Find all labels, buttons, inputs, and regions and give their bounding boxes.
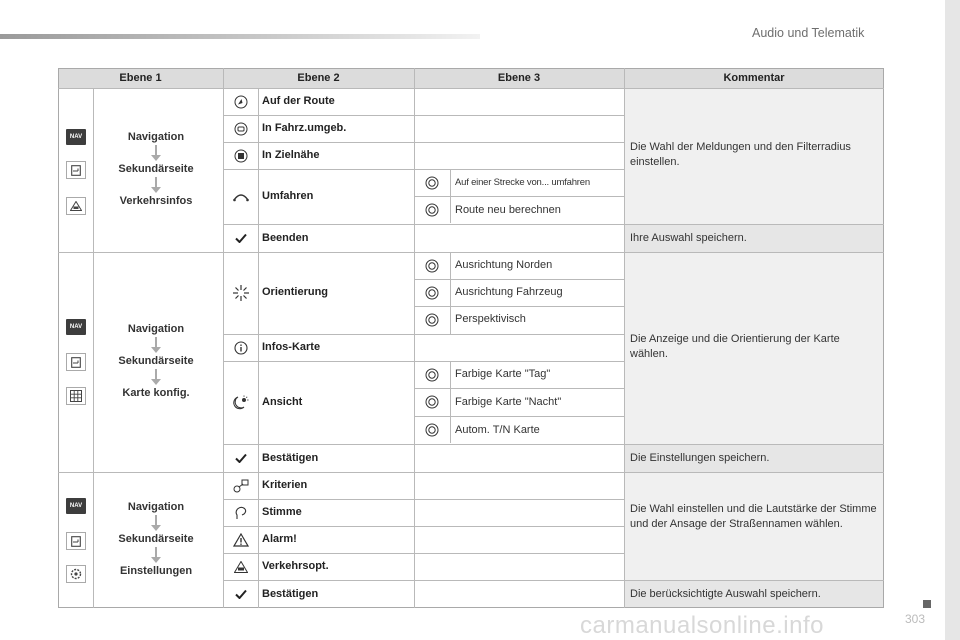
path-level-3: Karte konfig. bbox=[122, 387, 190, 399]
path-level-1: Navigation bbox=[127, 131, 185, 143]
menu-table bbox=[58, 68, 884, 608]
nav-button-icon: NAV bbox=[66, 498, 86, 514]
path-level-2: Sekundärseite bbox=[118, 355, 194, 367]
radio-icon bbox=[414, 169, 450, 196]
level3-label: Autom. T/N Karte bbox=[455, 424, 540, 436]
vline bbox=[258, 88, 259, 608]
detour-icon bbox=[224, 169, 258, 224]
comment-text: Die berücksichtigte Auswahl speichern. bbox=[630, 588, 821, 600]
traffic-icon bbox=[66, 197, 86, 215]
path-arrow bbox=[96, 145, 216, 161]
level2-label: Umfahren bbox=[262, 190, 314, 202]
hline bbox=[223, 224, 884, 225]
page-number: 303 bbox=[905, 612, 926, 626]
section-title: Audio und Telematik bbox=[752, 26, 865, 40]
menu-path bbox=[96, 499, 216, 579]
hline bbox=[58, 252, 884, 253]
level2-label: Verkehrsopt. bbox=[262, 560, 329, 572]
level2-label: Infos-Karte bbox=[262, 341, 321, 353]
top-gradient-bar bbox=[0, 34, 480, 39]
nav-button-icon: NAV bbox=[66, 129, 86, 145]
check-icon bbox=[224, 444, 258, 472]
destination-icon bbox=[224, 142, 258, 169]
hline bbox=[223, 142, 624, 143]
path-arrow bbox=[96, 547, 216, 563]
level2-label: Kriterien bbox=[262, 479, 308, 491]
secondary-page-icon bbox=[66, 353, 86, 371]
path-arrow bbox=[96, 515, 216, 531]
check-icon bbox=[224, 224, 258, 252]
path-arrow bbox=[96, 337, 216, 353]
hline bbox=[223, 334, 624, 335]
secondary-page-icon bbox=[66, 161, 86, 179]
criteria-icon bbox=[224, 472, 258, 499]
comment-text: Die Wahl einstellen und die Lautstärke der Stimme und der Ansage der Straßennamen wählen. bbox=[630, 503, 877, 530]
radio-icon bbox=[414, 196, 450, 224]
level3-label: Ausrichtung Norden bbox=[455, 259, 553, 271]
alarm-icon bbox=[224, 526, 258, 553]
orientation-icon bbox=[224, 252, 258, 334]
hline bbox=[223, 526, 624, 527]
level3-label: Auf einer Strecke von... umfahren bbox=[455, 177, 590, 188]
map-config-icon bbox=[66, 387, 86, 405]
hline bbox=[223, 580, 884, 581]
route-icon bbox=[224, 88, 258, 115]
info-icon bbox=[224, 334, 258, 361]
nav-button-icon: NAV bbox=[66, 319, 86, 335]
check-icon bbox=[224, 580, 258, 608]
path-level-1: Navigation bbox=[127, 323, 185, 335]
level2-label: Bestätigen bbox=[262, 588, 319, 600]
radio-icon bbox=[414, 388, 450, 416]
menu-path bbox=[96, 321, 216, 401]
page-edge-strip bbox=[945, 0, 960, 640]
radio-icon bbox=[414, 306, 450, 334]
level3-label: Route neu berechnen bbox=[455, 204, 561, 216]
comment-text: Die Einstellungen speichern. bbox=[630, 452, 770, 464]
voice-icon bbox=[224, 499, 258, 526]
level3-label: Farbige Karte "Nacht" bbox=[455, 396, 562, 408]
watermark: carmanualsonline.info bbox=[580, 612, 824, 639]
menu-path bbox=[96, 129, 216, 209]
path-level-1: Navigation bbox=[127, 501, 185, 513]
corner-mark bbox=[923, 600, 931, 608]
level3-label: Farbige Karte "Tag" bbox=[455, 368, 551, 380]
radio-icon bbox=[414, 252, 450, 279]
path-arrow bbox=[96, 177, 216, 193]
surroundings-icon bbox=[224, 115, 258, 142]
path-level-2: Sekundärseite bbox=[118, 533, 194, 545]
comment-text: Ihre Auswahl speichern. bbox=[630, 232, 747, 244]
comment-text: Die Wahl der Meldungen und den Filterradius einstellen. bbox=[630, 141, 851, 168]
vline bbox=[450, 361, 451, 443]
hline bbox=[223, 499, 624, 500]
vline bbox=[414, 68, 415, 608]
level2-label: Stimme bbox=[262, 506, 302, 518]
path-level-2: Sekundärseite bbox=[118, 163, 194, 175]
level2-label: In Zielnähe bbox=[262, 149, 320, 161]
level2-label: Orientierung bbox=[262, 286, 329, 298]
radio-icon bbox=[414, 361, 450, 388]
level2-label: In Fahrz.umgeb. bbox=[262, 122, 347, 134]
level2-label: Beenden bbox=[262, 232, 309, 244]
comment-text: Die Anzeige und die Orientierung der Karte wählen. bbox=[630, 333, 840, 360]
path-level-3: Verkehrsinfos bbox=[119, 195, 193, 207]
header-level-3: Ebene 3 bbox=[414, 68, 624, 88]
path-level-3: Einstellungen bbox=[119, 565, 193, 577]
secondary-page-icon bbox=[66, 532, 86, 550]
hline bbox=[223, 444, 884, 445]
hline bbox=[223, 115, 624, 116]
path-arrow bbox=[96, 369, 216, 385]
hline bbox=[58, 472, 884, 473]
header-comment: Kommentar bbox=[624, 68, 884, 88]
level3-label: Ausrichtung Fahrzeug bbox=[455, 286, 563, 298]
radio-icon bbox=[414, 416, 450, 444]
traffic-icon bbox=[224, 553, 258, 580]
header-level-2: Ebene 2 bbox=[223, 68, 414, 88]
hline bbox=[58, 88, 884, 89]
level2-label: Bestätigen bbox=[262, 452, 319, 464]
header-level-1: Ebene 1 bbox=[58, 68, 223, 88]
day-night-icon bbox=[224, 361, 258, 444]
vline bbox=[624, 68, 625, 608]
radio-icon bbox=[414, 279, 450, 306]
level2-label: Alarm! bbox=[262, 533, 297, 545]
level2-label: Ansicht bbox=[262, 396, 303, 408]
level3-label: Perspektivisch bbox=[455, 313, 526, 325]
level2-label: Auf der Route bbox=[262, 95, 335, 107]
settings-icon bbox=[66, 565, 86, 583]
vline bbox=[93, 88, 94, 608]
vline bbox=[450, 252, 451, 334]
hline bbox=[223, 553, 624, 554]
